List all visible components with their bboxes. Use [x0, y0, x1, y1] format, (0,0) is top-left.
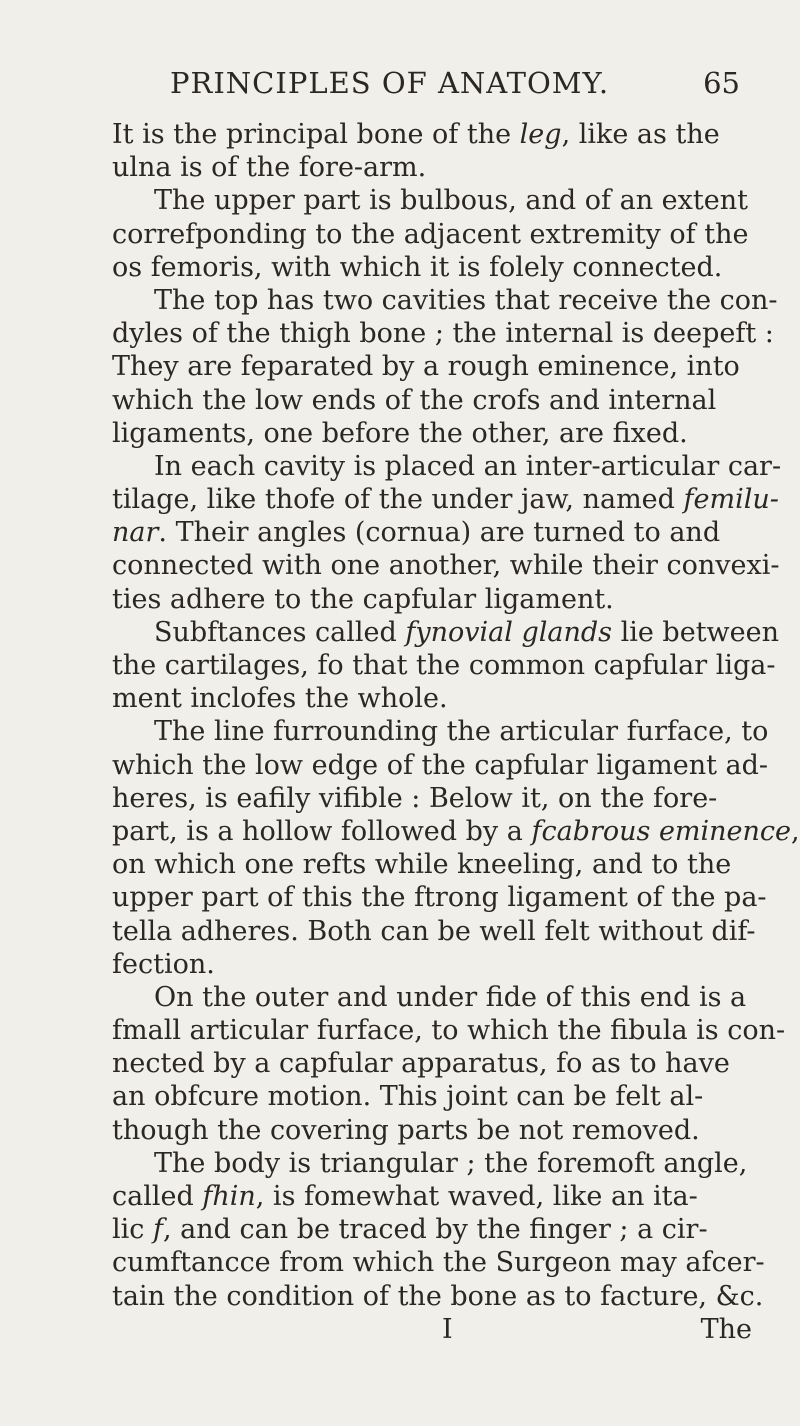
text-line: [112, 450, 782, 483]
text-line: [112, 516, 752, 549]
text-segment: tilage, like thofe of the under jaw, named: [112, 484, 684, 516]
text-line: [112, 649, 776, 682]
text-segment: tain the condition of the bone as to facture, &c.: [112, 1280, 764, 1312]
text-line: [112, 251, 752, 284]
text-segment: called: [112, 1181, 203, 1212]
text-segment: The upper part is bulbous, and of an extent: [154, 185, 748, 217]
text-line: [112, 1014, 786, 1047]
text-segment: Subftances called: [154, 616, 406, 648]
italic-text: fynovial glands: [405, 616, 613, 648]
text-line: [112, 549, 780, 582]
text-line: [112, 915, 756, 948]
text-segment: fection.: [112, 948, 215, 980]
text-segment: On the outer and under fide of this end is a: [154, 981, 747, 1013]
text-segment: It is the principal bone of the: [112, 119, 520, 150]
text-segment: an obfcure motion. This joint can be felt al-: [112, 1081, 704, 1113]
text-line: [112, 483, 779, 516]
text-segment: ,: [791, 815, 800, 847]
text-line: [112, 384, 752, 417]
text-segment: on which one refts while kneeling, and to the: [112, 849, 732, 881]
text-segment: ties adhere to the capfular ligament.: [112, 583, 614, 615]
text-segment: In each cavity is placed an inter-articular car-: [154, 450, 782, 482]
text-line: [112, 1047, 752, 1080]
text-line: [112, 815, 800, 848]
text-segment: , like as the: [561, 119, 720, 150]
catchline: [112, 1313, 752, 1346]
text-line: [112, 284, 778, 317]
text-line: [112, 881, 767, 914]
text-segment: which the low ends of the crofs and internal: [112, 384, 717, 416]
body-text: [112, 118, 800, 1346]
text-line: [112, 782, 752, 815]
italic-text: f: [152, 1214, 163, 1246]
italic-text: femilu-: [683, 484, 779, 516]
text-segment: ulna is of the fore-arm.: [112, 152, 427, 184]
text-segment: ligaments, one before the other, are fixed.: [112, 417, 688, 449]
text-line: [112, 151, 752, 184]
text-segment: dyles of the thigh bone ; the internal is deepeft :: [112, 318, 774, 350]
text-segment: They are feparated by a rough eminence, into: [112, 351, 740, 383]
text-line: [112, 1180, 752, 1213]
text-segment: connected with one another, while their convexi-: [112, 550, 780, 582]
page-number: 65: [703, 66, 740, 100]
page-header: [170, 66, 740, 110]
text-segment: , and can be traced by the finger ; a cir-: [162, 1214, 708, 1246]
text-segment: correfponding to the adjacent extremity of the: [112, 218, 749, 250]
text-segment: heres, is eafily vifible : Below it, on the fore-: [112, 782, 718, 814]
text-line: [112, 218, 752, 251]
italic-text: leg: [519, 119, 562, 150]
running-title: PRINCIPLES OF ANATOMY.: [170, 66, 610, 100]
text-segment: lic: [112, 1214, 153, 1246]
text-segment: , is fomewhat waved, like an ita-: [255, 1181, 698, 1212]
text-line: [112, 317, 774, 350]
text-line: [112, 948, 752, 981]
text-segment: though the covering parts be not removed.: [112, 1114, 700, 1146]
text-line: [112, 682, 752, 715]
italic-text: nar: [112, 517, 159, 549]
text-segment: ment inclofes the whole.: [112, 683, 448, 715]
text-segment: fmall articular furface, to which the fibula is con-: [112, 1015, 786, 1047]
signature-mark: I: [442, 1313, 453, 1345]
text-line: [112, 184, 752, 217]
text-line: [112, 616, 779, 649]
text-line: [112, 118, 752, 151]
text-segment: The body is triangular ; the foremoft angle,: [154, 1147, 748, 1179]
text-line: [112, 583, 752, 616]
text-segment: os femoris, with which it is folely connected.: [112, 251, 723, 283]
text-segment: The top has two cavities that receive the con-: [154, 284, 778, 316]
text-line: [112, 350, 752, 383]
text-segment: which the low edge of the capfular ligament ad-: [112, 749, 769, 781]
text-segment: nected by a capfular apparatus, fo as to have: [112, 1048, 730, 1080]
catchword: The: [700, 1313, 752, 1345]
italic-text: fcabrous eminence: [531, 815, 792, 847]
text-line: [112, 981, 752, 1014]
text-line: [112, 417, 752, 450]
text-segment: . Their angles (cornua) are turned to and: [158, 517, 721, 549]
text-line: [112, 1213, 752, 1246]
text-segment: cumftancce from which the Surgeon may afcer-: [112, 1247, 765, 1279]
text-segment: The line furrounding the articular furface, to: [154, 716, 769, 748]
text-segment: part, is a hollow followed by a: [112, 815, 532, 847]
text-line: [112, 848, 752, 881]
text-line: [112, 715, 769, 748]
italic-text: fhin: [202, 1181, 256, 1212]
text-segment: lie between: [612, 616, 779, 648]
text-line: [112, 749, 769, 782]
text-line: [112, 1246, 765, 1279]
text-line: [112, 1114, 752, 1147]
text-segment: tella adheres. Both can be well felt without dif-: [112, 915, 756, 947]
text-line: [112, 1147, 752, 1180]
text-segment: upper part of this the ftrong ligament of the pa-: [112, 882, 767, 914]
text-segment: the cartilages, fo that the common capfular liga-: [112, 650, 776, 681]
text-line: [112, 1280, 764, 1313]
text-line: [112, 1080, 752, 1113]
